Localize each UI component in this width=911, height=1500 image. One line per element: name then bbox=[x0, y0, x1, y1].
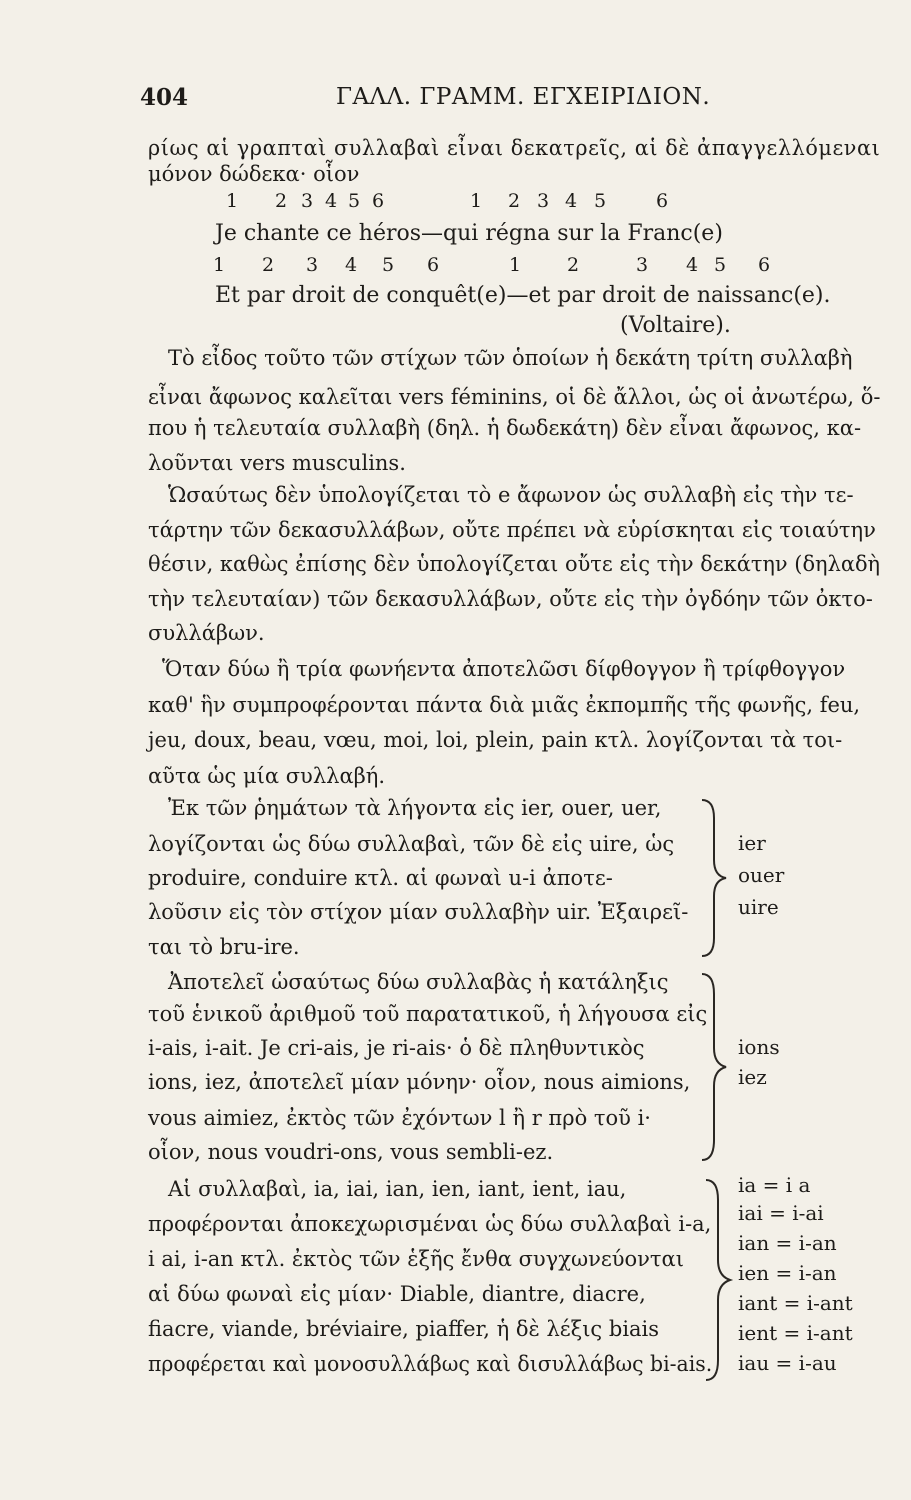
page-header bbox=[140, 84, 876, 120]
text-line: Ὡσαύτως δὲν ὑπολογίζεται τὸ e ἄφωνον ὡς συλλαβὴ εἰς τὴν τε- bbox=[168, 483, 854, 507]
syllable-number: 1 bbox=[509, 254, 522, 276]
margin-note: ia = i a bbox=[738, 1173, 811, 1197]
text-line: ται τὸ bru-ire. bbox=[148, 935, 300, 959]
text-line: οἷον, nous voudri-ons, vous sembli-ez. bbox=[148, 1140, 554, 1164]
syllable-number: 3 bbox=[636, 254, 649, 276]
verse-line-2: Et par droit de conquêt(e)—et par droit de naissanc(e). bbox=[215, 283, 831, 308]
text-line: αῦτα ὡς μία συλλαβή. bbox=[148, 764, 386, 788]
text-line: Ἐκ τῶν ῥημάτων τὰ λήγοντα εἰς ier, ouer, uer, bbox=[168, 796, 662, 820]
text-line: αἱ δύω φωναὶ εἰς μίαν· Diable, diantre, diacre, bbox=[148, 1282, 646, 1306]
verse-line-1: Je chante ce héros—qui régna sur la Franc(e) bbox=[215, 221, 723, 246]
text-line: i-ais, i-ait. Je cri-ais, je ri-ais· ὁ δὲ πληθυντικὸς bbox=[148, 1036, 645, 1060]
verse-citation: (Voltaire). bbox=[620, 313, 731, 338]
margin-note: ouer bbox=[738, 863, 785, 887]
syllable-number: 4 bbox=[686, 254, 699, 276]
syllable-number: 4 bbox=[345, 254, 358, 276]
running-title: ΓΑΛΛ. ΓΡΑΜΜ. ΕΓΧΕΙΡΙΔΙΟΝ. bbox=[336, 84, 711, 110]
syllable-number: 5 bbox=[594, 190, 607, 212]
right-brace bbox=[704, 1178, 738, 1383]
text-line: τοῦ ἑνικοῦ ἀριθμοῦ τοῦ παρατατικοῦ, ἡ λήγουσα εἰς bbox=[148, 1002, 708, 1026]
margin-note: ions bbox=[738, 1035, 780, 1059]
text-line: συλλάβων. bbox=[148, 621, 265, 645]
text-line: λοῦνται vers musculins. bbox=[148, 451, 406, 475]
syllable-number: 4 bbox=[325, 190, 338, 212]
syllable-number: 5 bbox=[714, 254, 727, 276]
text-line: produire, conduire κτλ. αἱ φωναὶ u-i ἀποτε- bbox=[148, 866, 613, 890]
syllable-number: 3 bbox=[537, 190, 550, 212]
syllable-number: 6 bbox=[656, 190, 669, 212]
syllable-number: 2 bbox=[567, 254, 580, 276]
syllable-number: 6 bbox=[427, 254, 440, 276]
syllable-number: 3 bbox=[301, 190, 314, 212]
text-line: jeu, doux, beau, vœu, moi, loi, plein, pain κτλ. λογίζονται τὰ τοι- bbox=[148, 728, 843, 752]
text-line: που ἡ τελευταία συλλαβὴ (δηλ. ἡ δωδεκάτη) δὲν εἶναι ἄφωνος, κα- bbox=[148, 416, 862, 440]
syllable-number: 6 bbox=[372, 190, 385, 212]
text-line: τὴν τελευταίαν) τῶν δεκασυλλάβων, οὔτε εἰς τὴν ὀγδόην τῶν ὀκτο- bbox=[148, 587, 873, 611]
text-line: vous aimiez, ἐκτὸς τῶν ἐχόντων l ἢ r πρὸ τοῦ i· bbox=[148, 1106, 651, 1130]
margin-note: uire bbox=[738, 895, 779, 919]
text-line: τάρτην τῶν δεκασυλλάβων, οὔτε πρέπει νὰ εὑρίσκηται εἰς τοιαύτην bbox=[148, 518, 876, 542]
text-line: ions, iez, ἀποτελεῖ μίαν μόνην· οἷον, nous aimions, bbox=[148, 1070, 691, 1094]
page-number: 404 bbox=[140, 84, 189, 111]
text-line: Τὸ εἶδος τοῦτο τῶν στίχων τῶν ὁποίων ἡ δεκάτη τρίτη συλλαβὴ bbox=[168, 346, 853, 370]
syllable-number: 2 bbox=[508, 190, 521, 212]
margin-note: iez bbox=[738, 1065, 767, 1089]
syllable-number: 1 bbox=[226, 190, 239, 212]
text-line: ρίως αἱ γραπταὶ συλλαβαὶ εἶναι δεκατρεῖς, αἱ δὲ ἀπαγγελλόμεναι bbox=[148, 136, 881, 160]
syllable-number: 3 bbox=[306, 254, 319, 276]
text-line: λογίζονται ὡς δύω συλλαβαὶ, τῶν δὲ εἰς uire, ὡς bbox=[148, 832, 675, 856]
text-line: εἶναι ἄφωνος καλεῖται vers féminins, οἱ δὲ ἄλλοι, ὡς οἱ ἀνωτέρω, ὅ- bbox=[148, 385, 881, 409]
syllable-number: 1 bbox=[213, 254, 226, 276]
margin-note: ier bbox=[738, 831, 766, 855]
text-line: θέσιν, καθὼς ἐπίσης δὲν ὑπολογίζεται οὔτε εἰς τὴν δεκάτην (δηλαδὴ bbox=[148, 552, 881, 576]
margin-note: ien = i-an bbox=[738, 1261, 837, 1285]
margin-note: iant = i-ant bbox=[738, 1291, 853, 1315]
syllable-number: 5 bbox=[348, 190, 361, 212]
text-line: καθ' ἣν συμπροφέρονται πάντα διὰ μιᾶς ἐκπομπῆς τῆς φωνῆς, feu, bbox=[148, 693, 861, 717]
margin-note: ient = i-ant bbox=[738, 1321, 853, 1345]
text-line: Ὅταν δύω ἢ τρία φωνήεντα ἀποτελῶσι δίφθογγον ἢ τρίφθογγον bbox=[162, 657, 846, 681]
margin-note: iau = i-au bbox=[738, 1351, 837, 1375]
text-line: λοῦσιν εἰς τὸν στίχον μίαν συλλαβὴν uir. Ἐξαιρεῖ- bbox=[148, 900, 689, 924]
text-line: Αἱ συλλαβαὶ, ia, iai, ian, ien, iant, ient, iau, bbox=[168, 1177, 627, 1201]
right-brace bbox=[700, 798, 736, 958]
syllable-number: 6 bbox=[758, 254, 771, 276]
syllable-number: 4 bbox=[565, 190, 578, 212]
text-line: i ai, i-an κτλ. ἐκτὸς τῶν ἑξῆς ἔνθα συγχωνεύονται bbox=[148, 1247, 684, 1271]
text-line: προφέρεται καὶ μονοσυλλάβως καὶ δισυλλάβως bi-ais. bbox=[148, 1352, 713, 1376]
text-line: μόνον δώδεκα· οἷον bbox=[148, 162, 360, 186]
syllable-number: 5 bbox=[382, 254, 395, 276]
syllable-number: 1 bbox=[470, 190, 483, 212]
right-brace bbox=[700, 972, 736, 1162]
syllable-number: 2 bbox=[262, 254, 275, 276]
margin-note: ian = i-an bbox=[738, 1231, 837, 1255]
text-line: fiacre, viande, bréviaire, piaffer, ἡ δὲ λέξις biais bbox=[148, 1317, 660, 1341]
text-line: προφέρονται ἀποκεχωρισμέναι ὡς δύω συλλαβαὶ i-a, bbox=[148, 1212, 712, 1236]
margin-note: iai = i-ai bbox=[738, 1201, 824, 1225]
syllable-number: 2 bbox=[275, 190, 288, 212]
text-line: Ἀποτελεῖ ὡσαύτως δύω συλλαβὰς ἡ κατάληξις bbox=[168, 970, 669, 994]
